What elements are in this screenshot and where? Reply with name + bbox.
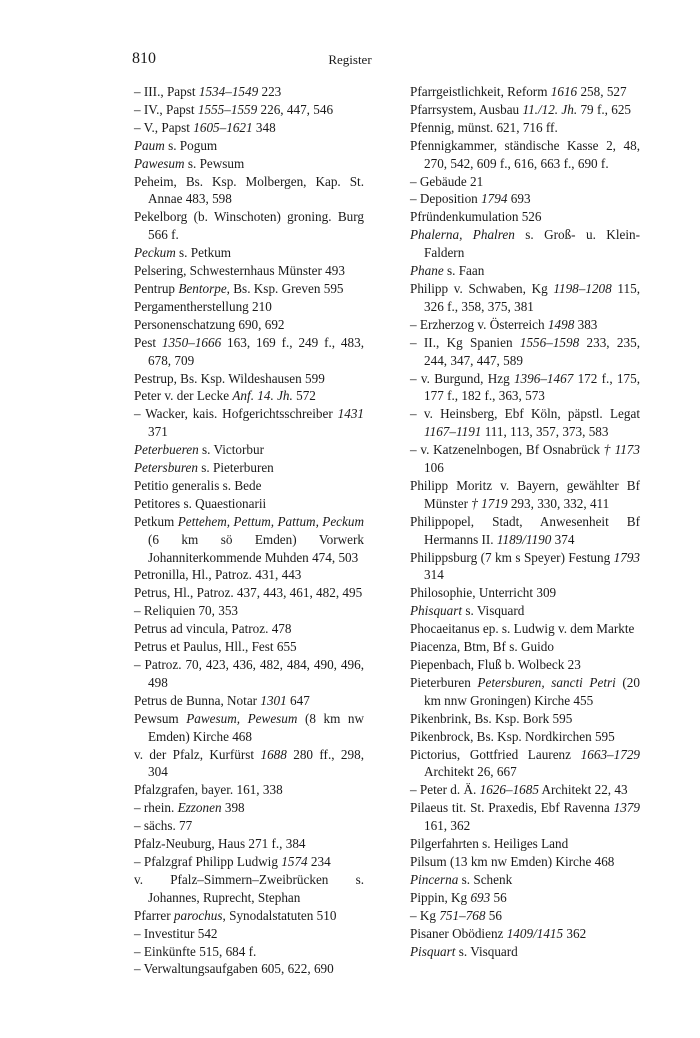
index-entry-italic-text: 1605–1621	[193, 119, 253, 135]
index-entry-text: Pelsering, Schwesternhaus Münster 493	[134, 263, 345, 279]
index-entry-italic-text: 1794	[481, 191, 508, 207]
index-entry	[410, 871, 640, 889]
index-entry-text: 362	[563, 925, 587, 941]
index-entry-text: – Verwaltungsaufgaben 605, 622, 690	[134, 961, 334, 977]
index-entry	[410, 190, 640, 208]
index-entry-text: 233, 235, 244, 347, 447, 589	[424, 334, 640, 368]
index-entry-text: – Gebäude 21	[410, 173, 484, 189]
index-entry-text: 111, 113, 357, 373, 583	[481, 424, 609, 440]
index-entry-text: s. Victorbur	[198, 442, 264, 458]
index-entry-italic-text: 1431	[337, 406, 364, 422]
index-entry-text: Pentrup	[134, 280, 179, 296]
index-entry-text: 115, 326 f., 358, 375, 381	[424, 280, 640, 314]
index-entry-italic-text: Phalerna, Phalren	[410, 227, 515, 243]
index-entry-text: Pewsum	[134, 710, 187, 726]
index-entry-italic-text: Petersburen	[134, 460, 198, 476]
index-entry-text: Philosophie, Unterricht 309	[410, 585, 557, 601]
index-entry-text: s. Pogum	[164, 137, 218, 153]
index-entry	[134, 370, 364, 388]
index-entry-italic-text: 1409/1415	[506, 925, 564, 941]
page-number: 810	[132, 50, 156, 67]
index-entry-text: 258, 527	[577, 84, 627, 99]
index-entry-text: 106	[424, 460, 444, 476]
index-entry-text: s. Schenk	[458, 871, 513, 887]
index-entry-text: Piacenza, Btm, Bf s. Guido	[410, 639, 554, 655]
index-entry-italic-text: Phane	[410, 263, 444, 279]
index-entry	[410, 137, 640, 173]
index-entry-text: Petrus, Hl., Patroz. 437, 443, 461, 482, 495	[134, 585, 363, 601]
index-entry-text: Philippsburg (7 km s Speyer) Festung	[410, 549, 614, 565]
index-entry	[410, 173, 640, 191]
index-entry-italic-text: 1688	[260, 746, 287, 762]
index-entry-text: 161, 362	[424, 818, 471, 834]
index-entry	[410, 746, 640, 782]
index-entry	[134, 710, 364, 746]
index-entry-italic-text: 1556–1598	[519, 334, 580, 350]
index-entry	[410, 943, 640, 961]
index-entry-italic-text: 1189/1190	[496, 531, 552, 547]
index-entry-text: s. Groß- u. Klein-Faldern	[424, 227, 640, 261]
index-entry-text: Architekt 26, 667	[424, 764, 517, 780]
index-entry	[410, 907, 640, 925]
index-entry-text: – Deposition	[410, 191, 482, 207]
index-entry-text: Petronilla, Hl., Patroz. 431, 443	[134, 567, 302, 583]
index-entry-italic-text: 1616	[550, 84, 578, 99]
index-entry-text: s. Visquard	[462, 603, 525, 619]
index-entry-text: 293, 330, 332, 411	[507, 495, 610, 511]
index-entry	[410, 513, 640, 549]
index-entry-italic-text: Bentorpe	[178, 280, 227, 296]
index-entry-text: Peter v. der Lecke	[134, 388, 233, 404]
index-entry	[410, 638, 640, 656]
index-entry-text: – Erzherzog v. Österreich	[410, 316, 548, 332]
index-entry	[134, 101, 364, 119]
index-entry-text: – Wacker, kais. Hofgerichtsschreiber	[134, 406, 338, 422]
index-entry-text: 56	[485, 907, 502, 923]
index-entry-text: Pestrup, Bs. Ksp. Wildeshausen 599	[134, 370, 325, 386]
index-entry-text: Pfennigkammer, ständische Kasse 2, 48, 270, 542, 609 f., 616, 663 f., 690 f.	[410, 137, 640, 171]
index-entry-italic-text: Pawesum	[134, 155, 185, 171]
index-entry-text: – III., Papst	[134, 84, 199, 99]
index-entry-text: 398	[221, 800, 245, 816]
index-entry	[134, 960, 364, 978]
index-entry	[134, 83, 364, 101]
index-entry	[134, 119, 364, 137]
index-entry-text: Petitio generalis s. Bede	[134, 477, 262, 493]
index-entry-italic-text: 1198–1208	[553, 280, 612, 296]
index-entry-italic-text: Paum	[134, 137, 165, 153]
index-entry	[134, 155, 364, 173]
index-entry	[134, 477, 364, 495]
index-column-left	[134, 83, 364, 978]
index-entry	[410, 101, 640, 119]
index-entry-italic-text: 1574	[281, 853, 308, 869]
index-entry	[410, 226, 640, 262]
index-entry	[134, 817, 364, 835]
index-entry-text: 79 f., 625	[577, 101, 632, 117]
index-entry	[410, 853, 640, 871]
index-entry-text: Pisaner Obödienz	[410, 925, 507, 941]
index-entry-text: Phocaeitanus ep. s. Ludwig v. dem Markte	[410, 621, 635, 637]
index-entry-text: Pfalzgrafen, bayer. 161, 338	[134, 782, 283, 798]
index-entry	[410, 405, 640, 441]
index-entry-italic-text: 1396–1467	[513, 370, 574, 386]
index-entry-italic-text: Pisquart	[410, 943, 456, 959]
index-entry	[134, 173, 364, 209]
index-entry	[410, 208, 640, 226]
index-entry-text: s. Pewsum	[184, 155, 245, 171]
index-entry-italic-text: 1555–1559	[197, 101, 258, 117]
index-entry-italic-text: † 1719	[471, 495, 508, 511]
index-entry-text: Petrus et Paulus, Hll., Fest 655	[134, 639, 297, 655]
index-entry-text: – Reliquien 70, 353	[134, 603, 239, 619]
index-entry-italic-text: 1534–1549	[198, 84, 259, 99]
index-entry-italic-text: Peterbueren	[134, 442, 199, 458]
index-entry-italic-text: 1379	[613, 800, 640, 816]
index-entry-italic-text: Anf. 14. Jh.	[232, 388, 293, 404]
index-entry	[134, 746, 364, 782]
index-entry-text: Petrus ad vincula, Patroz. 478	[134, 621, 292, 637]
index-entry-text: Pilgerfahrten s. Heiliges Land	[410, 836, 569, 852]
index-entry-text: Pfennig, münst. 621, 716 ff.	[410, 119, 558, 135]
index-entry-italic-text: 1498	[547, 316, 575, 332]
index-entry	[134, 925, 364, 943]
index-entry-italic-text: 1663–1729	[580, 746, 640, 762]
index-entry-text: – sächs. 77	[134, 818, 193, 834]
index-column-right	[410, 83, 640, 960]
index-entry-text: Pfalz-Neuburg, Haus 271 f., 384	[134, 836, 306, 852]
index-entry-text: – IV., Papst	[134, 101, 198, 117]
index-entry	[134, 441, 364, 459]
index-entry	[410, 316, 640, 334]
index-entry	[134, 620, 364, 638]
index-entry-text: Pikenbrock, Bs. Ksp. Nordkirchen 595	[410, 728, 615, 744]
running-title: Register	[328, 52, 372, 67]
index-entry	[134, 513, 364, 567]
index-entry-text: 374	[551, 531, 575, 547]
index-entry	[410, 83, 640, 101]
index-entry-text: Pikenbrink, Bs. Ksp. Bork 595	[410, 710, 573, 726]
index-entry-text: s. Faan	[443, 263, 485, 279]
index-entry-text: 348	[252, 119, 276, 135]
index-entry-text: , Synodalstatuten 510	[222, 907, 337, 923]
index-entry	[410, 602, 640, 620]
index-entry-text: – Investitur 542	[134, 925, 218, 941]
index-entry-text: v. der Pfalz, Kurfürst	[134, 746, 261, 762]
index-entry-text: Pekelborg (b. Winschoten) groning. Burg 566 f.	[134, 209, 364, 243]
index-entry-italic-text: Pincerna	[410, 871, 459, 887]
index-entry	[134, 781, 364, 799]
index-entry	[410, 674, 640, 710]
index-entry	[134, 262, 364, 280]
index-entry-italic-text: Pawesum, Pewesum	[186, 710, 298, 726]
index-entry-text: – v. Heinsberg, Ebf Köln, päpstl. Legat	[410, 406, 640, 422]
index-entry	[134, 208, 364, 244]
index-entry	[134, 656, 364, 692]
index-entry-text: 234	[307, 853, 331, 869]
index-entry	[410, 728, 640, 746]
index-entry	[410, 280, 640, 316]
index-entry	[410, 799, 640, 835]
index-entry	[134, 853, 364, 871]
index-entry-italic-text: Petersburen, sancti Petri	[477, 674, 616, 690]
index-entry-italic-text: † 1173	[603, 442, 640, 458]
index-entry-text: Architekt 22, 43	[538, 782, 628, 798]
index-entry-text: , Bs. Ksp. Greven 595	[226, 280, 344, 296]
index-entry-italic-text: 1793	[613, 549, 640, 565]
index-entry	[134, 334, 364, 370]
index-entry-italic-text: 11./12. Jh.	[522, 101, 578, 117]
index-entry-text: 383	[574, 316, 598, 332]
index-entry-text: 693	[507, 191, 531, 207]
index-entry-italic-text: Pettehem, Pettum, Pattum, Peckum	[177, 513, 364, 529]
index-entry-text: 223	[258, 84, 282, 99]
index-entry	[410, 835, 640, 853]
index-entry-italic-text: Peckum	[134, 245, 176, 261]
index-entry-text: Pfarrgeistlichkeit, Reform	[410, 84, 551, 99]
index-entry	[134, 459, 364, 477]
index-entry-text: Peheim, Bs. Ksp. Molbergen, Kap. St. Annae 483, 598	[134, 173, 364, 207]
index-entry	[134, 907, 364, 925]
index-entry-text: Pfarrer	[134, 907, 174, 923]
index-entry-text: (6 km sö Emden) Vorwerk Johanniterkommende Muhden 474, 503	[148, 531, 364, 565]
index-entry-text: Pilsum (13 km nw Emden) Kirche 468	[410, 853, 615, 869]
index-entry	[134, 244, 364, 262]
index-entry	[410, 781, 640, 799]
index-entry-text: 314	[424, 567, 444, 583]
index-entry-text: – Peter d. Ä.	[410, 782, 480, 798]
index-entry-text: – Einkünfte 515, 684 f.	[134, 943, 257, 959]
index-entry-text: (8 km nw Emden) Kirche 468	[148, 710, 364, 744]
index-entry	[410, 549, 640, 585]
index-entry	[134, 692, 364, 710]
index-entry-text: Pergamentherstellung 210	[134, 298, 272, 314]
index-entry	[410, 334, 640, 370]
index-entry	[134, 280, 364, 298]
index-entry	[134, 387, 364, 405]
index-entry-text: Pieterburen	[410, 674, 478, 690]
index-entry-text: 572	[292, 388, 316, 404]
index-entry-italic-text: Phisquart	[410, 603, 463, 619]
index-entry	[134, 137, 364, 155]
index-entry	[410, 441, 640, 477]
index-entry-text: 163, 169 f., 249 f., 483, 678, 709	[148, 334, 364, 368]
index-entry-italic-text: parochus	[173, 907, 223, 923]
index-entry-text: Petkum	[134, 513, 178, 529]
index-entry-text: Petitores s. Quaestionarii	[134, 495, 267, 511]
index-entry-text: Pippin, Kg	[410, 889, 471, 905]
index-entry-italic-text: 751–768	[439, 907, 486, 923]
index-entry-text: – Patroz. 70, 423, 436, 482, 484, 490, 496, 498	[134, 657, 364, 690]
index-entry-text: s. Petkum	[175, 245, 232, 261]
index-entry-text: – Kg	[410, 907, 440, 923]
index-entry-text: 172 f., 175, 177 f., 182 f., 363, 573	[424, 370, 640, 404]
index-entry-text: – v. Katzenelnbogen, Bf Osnabrück	[410, 442, 604, 458]
index-entry	[134, 638, 364, 656]
index-entry-text: Philippopel, Stadt, Anwesenheit Bf Hermanns II.	[410, 513, 640, 547]
index-entry-italic-text: Ezzonen	[177, 800, 222, 816]
index-entry	[134, 943, 364, 961]
index-entry-text: Petrus de Bunna, Notar	[134, 692, 261, 708]
index-entry-text: (20 km nnw Groningen) Kirche 455	[424, 674, 640, 708]
index-entry	[410, 119, 640, 137]
index-entry	[410, 262, 640, 280]
index-entry	[134, 799, 364, 817]
index-entry-text: Philipp Moritz v. Bayern, gewählter Bf Münster	[410, 477, 640, 511]
index-entry-text: s. Pieterburen	[197, 460, 274, 476]
index-entry	[134, 405, 364, 441]
index-entry-text: 647	[286, 692, 310, 708]
index-entry-text: 226, 447, 546	[257, 101, 334, 117]
index-entry	[134, 298, 364, 316]
index-entry	[410, 889, 640, 907]
index-entry	[410, 620, 640, 638]
index-entry-text: v. Pfalz–Simmern–Zweibrücken s. Johannes, Ruprecht, Stephan	[134, 871, 364, 905]
index-entry-text: Personenschatzung 690, 692	[134, 316, 285, 332]
index-entry	[410, 584, 640, 602]
index-entry	[410, 370, 640, 406]
index-entry-text: – II., Kg Spanien	[410, 334, 520, 350]
index-entry-text: s. Visquard	[455, 943, 518, 959]
index-entry	[134, 316, 364, 334]
index-entry-text: 56	[490, 889, 507, 905]
index-entry	[410, 656, 640, 674]
index-entry-italic-text: 1350–1666	[161, 334, 222, 350]
index-entry-text: Philipp v. Schwaben, Kg	[410, 280, 554, 296]
index-entry-text: Pilaeus tit. St. Praxedis, Ebf Ravenna	[410, 800, 614, 816]
index-entry	[134, 495, 364, 513]
index-entry-text: – rhein.	[134, 800, 178, 816]
index-entry-text: – v. Burgund, Hzg	[410, 370, 514, 386]
index-entry-italic-text: 1167–1191	[424, 424, 482, 440]
index-entry	[134, 602, 364, 620]
index-entry-text: Pictorius, Gottfried Laurenz	[410, 746, 581, 762]
index-entry-italic-text: 1301	[260, 692, 287, 708]
index-entry	[134, 835, 364, 853]
index-entry-text: 371	[148, 424, 168, 440]
index-entry-text: Pfarrsystem, Ausbau	[410, 101, 523, 117]
index-entry-italic-text: 693	[470, 889, 491, 905]
index-entry	[410, 925, 640, 943]
index-entry-italic-text: 1626–1685	[479, 782, 539, 798]
index-entry	[134, 871, 364, 907]
index-entry	[134, 584, 364, 602]
index-entry-text: – Pfalzgraf Philipp Ludwig	[134, 853, 282, 869]
index-entry-text: – V., Papst	[134, 119, 194, 135]
index-entry-text: 280 ff., 298, 304	[148, 746, 365, 780]
index-entry	[410, 710, 640, 728]
index-entry-text: Pfründenkumulation 526	[410, 209, 542, 225]
index-entry	[410, 477, 640, 513]
index-entry	[134, 566, 364, 584]
index-entry-text: Piepenbach, Fluß b. Wolbeck 23	[410, 657, 581, 672]
index-entry-text: Pest	[134, 334, 162, 350]
